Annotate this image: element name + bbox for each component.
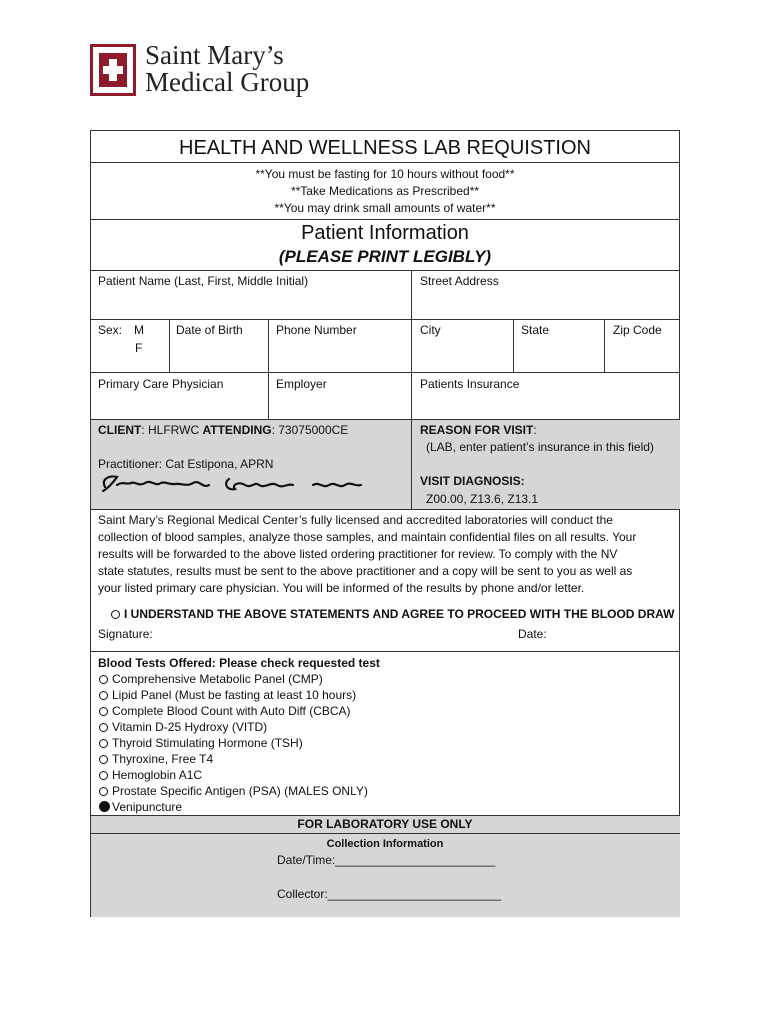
city-field[interactable]: City bbox=[420, 323, 441, 337]
test-option-cbca[interactable]: Complete Blood Count with Auto Diff (CBCA) bbox=[99, 704, 351, 719]
test-option-vitd[interactable]: Vitamin D-25 Hydroxy (VITD) bbox=[99, 720, 267, 735]
test-option-t4[interactable]: Thyroxine, Free T4 bbox=[99, 752, 213, 767]
water-note: **You may drink small amounts of water** bbox=[274, 201, 496, 215]
sex-label: Sex: bbox=[98, 323, 123, 337]
statement-line: collection of blood samples, analyze those samples, and maintain confidential files on all results. Your bbox=[98, 530, 637, 544]
visit-diagnosis-label: VISIT DIAGNOSIS: bbox=[420, 474, 525, 488]
radio-icon[interactable] bbox=[99, 739, 108, 748]
practitioner-name: Practitioner: Cat Estipona, APRN bbox=[98, 457, 274, 471]
primary-care-physician-field[interactable]: Primary Care Physician bbox=[98, 377, 224, 391]
agree-checkbox[interactable]: I UNDERSTAND THE ABOVE STATEMENTS AND AGREE TO PROCEED WITH THE BLOOD DRAW bbox=[111, 607, 674, 622]
radio-icon[interactable] bbox=[99, 675, 108, 684]
practitioner-signature bbox=[99, 471, 369, 497]
client-attending-line: CLIENT: HLFRWC ATTENDING: 73075000CE bbox=[98, 423, 349, 437]
date-field[interactable]: Date: bbox=[518, 627, 547, 641]
medications-note: **Take Medications as Prescribed** bbox=[290, 184, 480, 198]
radio-icon[interactable] bbox=[99, 787, 108, 796]
radio-icon[interactable] bbox=[99, 723, 108, 732]
collector-field[interactable]: Collector:__________________________ bbox=[277, 887, 502, 901]
logo-text: Saint Mary’s Medical Group bbox=[145, 40, 310, 97]
patient-name-field[interactable]: Patient Name (Last, First, Middle Initial) bbox=[98, 274, 309, 288]
radio-icon[interactable] bbox=[99, 707, 108, 716]
radio-icon[interactable] bbox=[99, 755, 108, 764]
test-option-a1c[interactable]: Hemoglobin A1C bbox=[99, 768, 202, 783]
test-option-venipuncture[interactable]: Venipuncture bbox=[99, 800, 182, 815]
employer-field[interactable]: Employer bbox=[276, 377, 327, 391]
patients-insurance-field[interactable]: Patients Insurance bbox=[420, 377, 520, 391]
sex-option-f[interactable]: F bbox=[135, 341, 143, 355]
print-legibly-note: (PLEASE PRINT LEGIBLY) bbox=[278, 247, 492, 266]
reason-for-visit-label: REASON FOR VISIT: bbox=[420, 423, 537, 437]
statement-line: your listed primary care physician. You will be informed of the results by phone and/or letter. bbox=[98, 581, 585, 595]
test-option-lipid[interactable]: Lipid Panel (Must be fasting at least 10 hours) bbox=[99, 688, 356, 703]
patient-info-header: Patient Information bbox=[301, 222, 469, 244]
signature-field[interactable]: Signature: bbox=[98, 627, 153, 641]
statement-line: Saint Mary’s Regional Medical Center’s fully licensed and accredited laboratories will conduct the bbox=[98, 513, 613, 527]
test-option-tsh[interactable]: Thyroid Stimulating Hormone (TSH) bbox=[99, 736, 303, 751]
radio-icon[interactable] bbox=[99, 771, 108, 780]
test-option-psa[interactable]: Prostate Specific Antigen (PSA) (MALES ONLY) bbox=[99, 784, 368, 799]
street-address-field[interactable]: Street Address bbox=[420, 274, 499, 288]
zip-code-field[interactable]: Zip Code bbox=[613, 323, 662, 337]
phone-number-field[interactable]: Phone Number bbox=[276, 323, 357, 337]
date-of-birth-field[interactable]: Date of Birth bbox=[176, 323, 243, 337]
fasting-note: **You must be fasting for 10 hours without food** bbox=[255, 167, 515, 181]
tests-header: Blood Tests Offered: Please check requested test bbox=[98, 656, 380, 670]
lab-requisition-form bbox=[90, 130, 680, 917]
cross-logo-icon bbox=[90, 44, 136, 96]
agree-radio-icon[interactable] bbox=[111, 610, 120, 619]
sex-option-m[interactable]: M bbox=[134, 323, 144, 337]
collection-info-header: Collection Information bbox=[326, 838, 444, 850]
reason-for-visit-field[interactable]: (LAB, enter patient’s insurance in this field) bbox=[426, 440, 654, 454]
radio-filled-icon[interactable] bbox=[99, 801, 110, 812]
lab-use-header: FOR LABORATORY USE ONLY bbox=[297, 817, 473, 831]
test-option-cmp[interactable]: Comprehensive Metabolic Panel (CMP) bbox=[99, 672, 323, 687]
visit-diagnosis-codes: Z00.00, Z13.6, Z13.1 bbox=[426, 492, 539, 506]
statement-line: results will be forwarded to the above listed ordering practitioner for review. To comply with the NV bbox=[98, 547, 618, 561]
statement-line: state statutes, results must be sent to the above practitioner and a copy will be sent to you as well as bbox=[98, 564, 633, 578]
form-title: HEALTH AND WELLNESS LAB REQUISTION bbox=[179, 137, 591, 159]
logo bbox=[90, 40, 320, 102]
state-field[interactable]: State bbox=[521, 323, 550, 337]
date-time-field[interactable]: Date/Time:________________________ bbox=[277, 853, 496, 867]
radio-icon[interactable] bbox=[99, 691, 108, 700]
